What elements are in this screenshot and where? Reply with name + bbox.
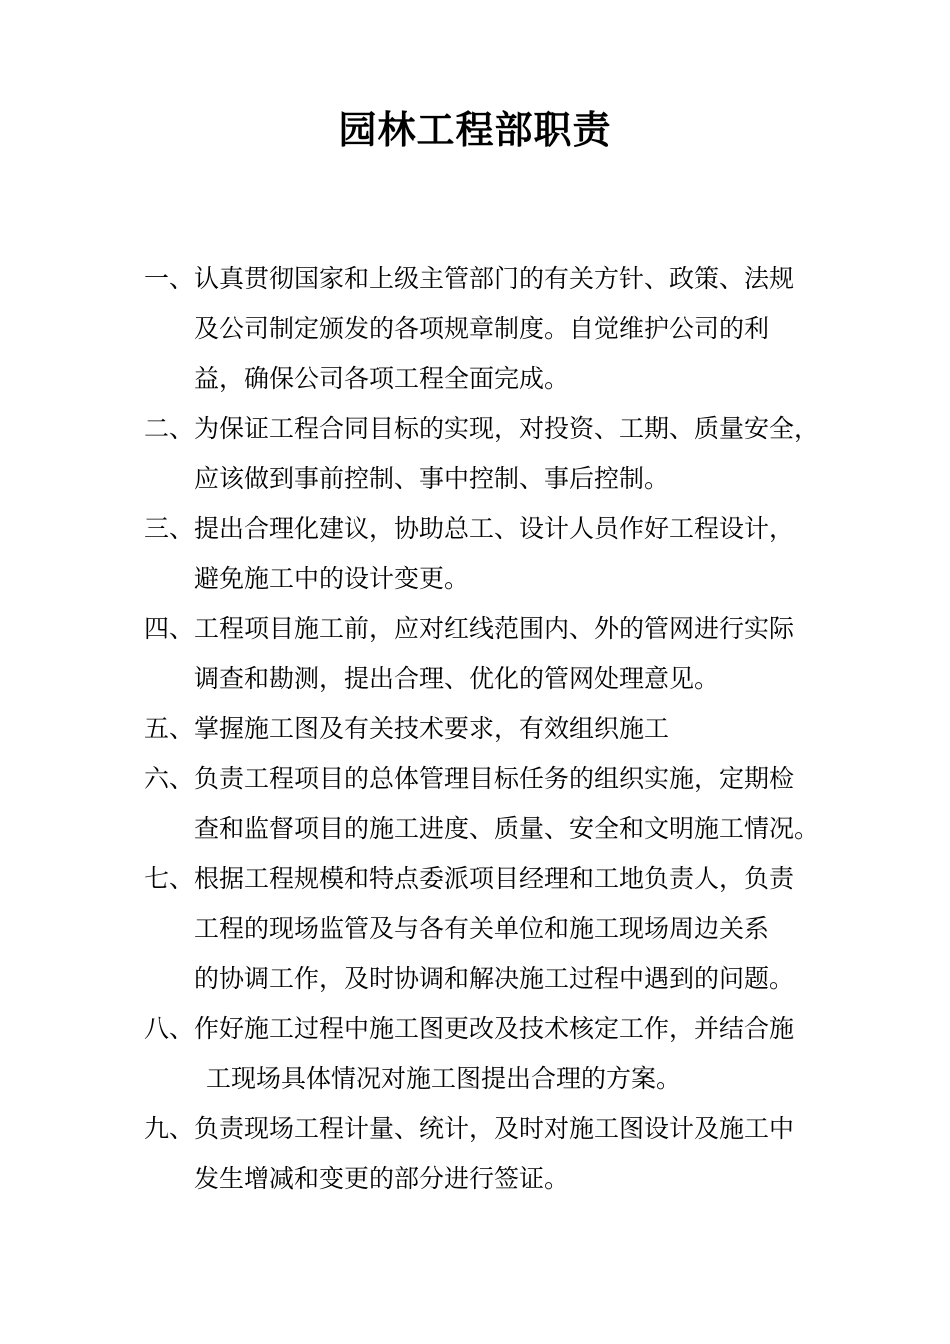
duty-line: 负责现场工程计量、统计，及时对施工图设计及施工中	[194, 1114, 795, 1143]
duties-list	[144, 254, 834, 1204]
duty-number: 六、	[144, 764, 195, 793]
duty-text	[194, 254, 834, 404]
duty-text	[194, 604, 834, 704]
duty-text	[194, 854, 834, 1004]
duty-line: 工程项目施工前，应对红线范围内、外的管网进行实际	[194, 614, 795, 643]
duty-text	[194, 704, 834, 754]
duty-number: 八、	[144, 1014, 195, 1043]
duty-line: 避免施工中的设计变更。	[194, 564, 470, 593]
duty-item-5	[144, 704, 834, 754]
duty-line: 提出合理化建议，协助总工、设计人员作好工程设计，	[194, 514, 795, 543]
duty-number: 九、	[144, 1114, 195, 1143]
duty-number: 二、	[144, 414, 195, 443]
duty-number: 五、	[144, 714, 195, 743]
duty-text	[194, 1104, 834, 1204]
duty-number: 七、	[144, 864, 195, 893]
duty-item-9	[144, 1104, 834, 1204]
duty-number: 一、	[144, 264, 195, 293]
duty-line: 发生增减和变更的部分进行签证。	[194, 1164, 570, 1193]
duty-line: 根据工程规模和特点委派项目经理和工地负责人，负责	[194, 864, 795, 893]
document-title: 园林工程部职责	[338, 108, 612, 152]
duty-item-8	[144, 1004, 834, 1104]
duty-item-2	[144, 404, 834, 504]
duty-line: 调查和勘测，提出合理、优化的管网处理意见。	[194, 664, 720, 693]
duty-line: 应该做到事前控制、事中控制、事后控制。	[194, 464, 670, 493]
duty-item-7	[144, 854, 834, 1004]
duty-number: 三、	[144, 514, 195, 543]
duty-line: 为保证工程合同目标的实现，对投资、工期、质量安全，	[194, 414, 820, 443]
duty-item-1	[144, 254, 834, 404]
duty-line: 工程的现场监管及与各有关单位和施工现场周边关系	[194, 914, 770, 943]
duty-text	[194, 404, 834, 504]
duty-text	[194, 754, 834, 854]
duty-line: 负责工程项目的总体管理目标任务的组织实施，定期检	[194, 764, 795, 793]
duty-line: 的协调工作，及时协调和解决施工过程中遇到的问题。	[194, 964, 795, 993]
duty-line: 作好施工过程中施工图更改及技术核定工作，并结合施	[194, 1014, 795, 1043]
duty-line: 益，确保公司各项工程全面完成。	[194, 364, 570, 393]
duty-text	[194, 1004, 834, 1104]
duty-number: 四、	[144, 614, 195, 643]
duty-line: 工现场具体情况对施工图提出合理的方案。	[206, 1064, 682, 1093]
duty-text	[194, 504, 834, 604]
duty-line: 掌握施工图及有关技术要求，有效组织施工	[194, 714, 670, 743]
duty-item-6	[144, 754, 834, 854]
duty-item-4	[144, 604, 834, 704]
duty-line: 及公司制定颁发的各项规章制度。自觉维护公司的利	[194, 314, 770, 343]
duty-item-3	[144, 504, 834, 604]
duty-line: 认真贯彻国家和上级主管部门的有关方针、政策、法规	[194, 264, 795, 293]
duty-line: 查和监督项目的施工进度、质量、安全和文明施工情况。	[194, 814, 820, 843]
